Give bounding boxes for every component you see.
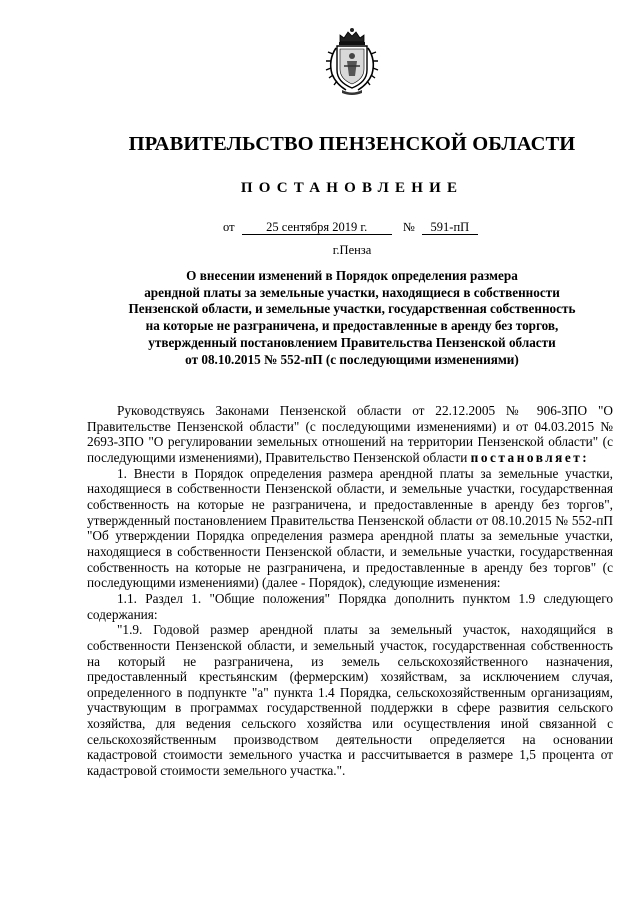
city: г.Пенза (332, 243, 372, 257)
heading-line: арендной платы за земельные участки, находящиеся в собственности (144, 284, 560, 300)
paragraph-item-1: 1. Внести в Порядок определения размера арендной платы за земельные участки, находящиеся в собственности Пензенской области, и земельные участки, государственная собственность на которые не разграничена, и предоставленные в аренду без торгов", утвержденный постановлением Правительства Пензенской области от 08.10.2015 № 552-пП "Об утверждении Порядка определения размера арендной платы за земельные участки, находящиеся в собственности Пензенской области, и земельные участки, государственная собственность на которые не разграничена, и предоставленные в аренду без торгов" (с последующими изменениями) (далее - Порядок), следующие изменения: (87, 465, 613, 591)
resolution-heading (70, 268, 634, 368)
number-label: № (402, 220, 415, 234)
government-title: ПРАВИТЕЛЬСТВО ПЕНЗЕНСКОЙ ОБЛАСТИ (128, 133, 576, 155)
date-label: от (223, 220, 235, 234)
document-type: ПОСТАНОВЛЕНИЕ (240, 180, 464, 196)
document-body (87, 403, 613, 779)
date-number-row (223, 220, 478, 235)
paragraph-preamble (87, 403, 613, 466)
paragraph-item-1-9: "1.9. Годовой размер арендной платы за земельный участок, находящийся в собственности Пензенской области, и земельный участок, государственная собственность на который не разграничена, из земель сельскохозяйственного назначения, предоставленный крестьянским (фермерским) хозяйствам, за исключением случая, определенного в подпункте "а" пункта 1.4 Порядка, сельскохозяйственным организациям, участвующим в программах государственной поддержки в сфере развития сельского хозяйства, для ведения сельского хозяйства или осуществления иной связанной с сельскохозяйственным производством деятельности определяется на основании кадастровой стоимости земельного участка и рассчитывается в размере 1,5 процента от кадастровой стоимости земельного участка.". (87, 622, 613, 779)
heading-line: утвержденный постановлением Правительства Пензенской области (148, 334, 556, 350)
paragraph-item-1-1: 1.1. Раздел 1. "Общие положения" Порядка дополнить пунктом 1.9 следующего содержания: (87, 590, 613, 622)
heading-line: О внесении изменений в Порядок определения размера (186, 268, 518, 283)
heading-line: на которые не разграничена, и предоставленные в аренду без торгов, (145, 318, 559, 334)
preamble-text: Руководствуясь Законами Пензенской области от 22.12.2005 № 906-ЗПО "О Правительстве Пензенской области" (с последующими изменениями) и от 04.03.2015 № 2693-ЗПО "О регулировании земельных отношений на территории Пензенской области" (с последующими изменениями), Правительство Пензенской области (87, 403, 613, 465)
heading-line: от 08.10.2015 № 552-пП (с последующими изменениями) (185, 351, 519, 367)
number-value: 591-пП (422, 220, 478, 235)
resolves-word: постановляет: (470, 449, 590, 465)
date-value: 25 сентября 2019 г. (242, 220, 392, 235)
penza-coat-of-arms-icon (322, 26, 382, 96)
heading-line: Пензенской области, и земельные участки, государственная собственность (128, 301, 576, 317)
